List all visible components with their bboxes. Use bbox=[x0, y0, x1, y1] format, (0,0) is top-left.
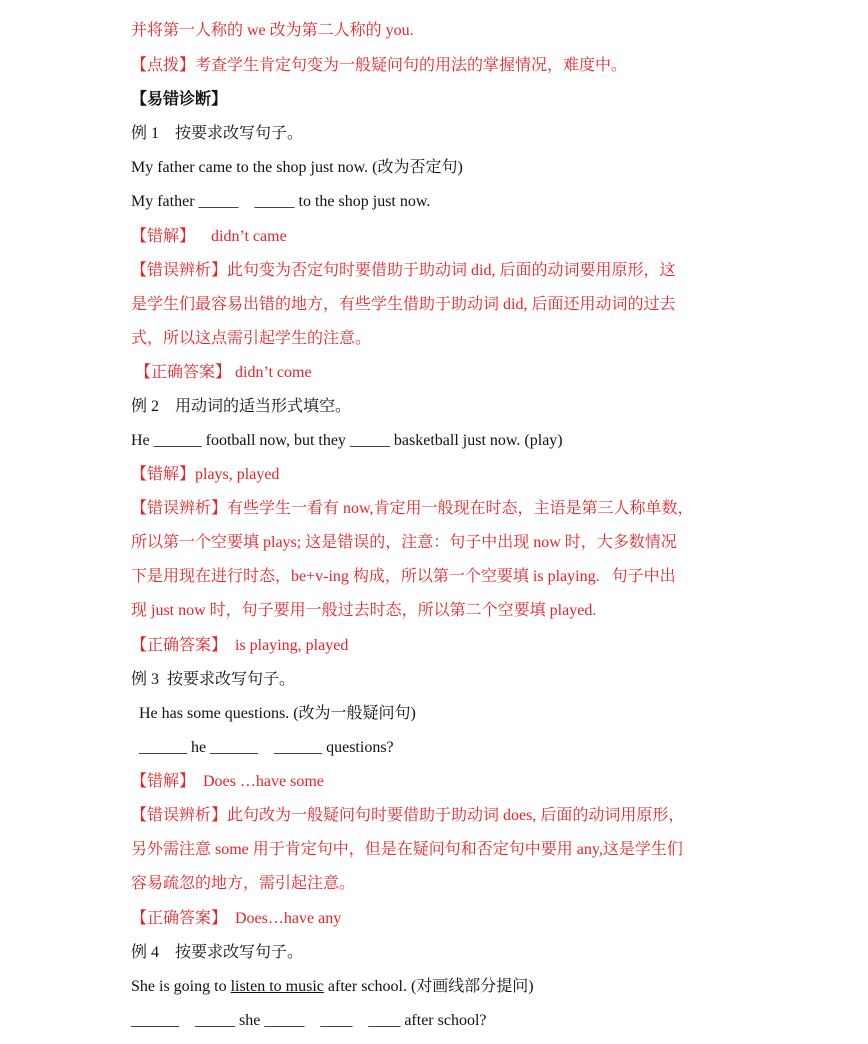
analysis-line: 【错误辨析】此句变为否定句时要借助于助动词 did, 后面的动词要用原形，这 bbox=[131, 262, 676, 279]
correct-answer: 【正确答案】 didn’t come bbox=[131, 364, 312, 381]
blank-line: My father _____ _____ to the shop just now. bbox=[131, 193, 431, 210]
question-line: He has some questions. (改为一般疑问句) bbox=[131, 705, 416, 722]
analysis-line: 现 just now 时，句子要用一般过去时态，所以第二个空要填 played. bbox=[131, 602, 597, 619]
analysis-line: 下是用现在进行时态，be+v-ing 构成，所以第一个空要填 is playing. 句子中出 bbox=[131, 568, 676, 585]
text-before: She is going to bbox=[131, 978, 231, 995]
example-title: 例 1 按要求改写句子。 bbox=[131, 125, 304, 142]
example-title: 例 3 按要求改写句子。 bbox=[131, 671, 296, 688]
question-line: My father came to the shop just now. (改为否定句) bbox=[131, 159, 463, 176]
analysis-line: 所以第一个空要填 plays; 这是错误的，注意：句子中出现 now 时，大多数情况 bbox=[131, 534, 677, 551]
analysis-line: 式，所以这点需引起学生的注意。 bbox=[131, 330, 372, 347]
tip-line: 【点拨】考查学生肯定句变为一般疑问句的用法的掌握情况，难度中。 bbox=[131, 57, 628, 74]
analysis-line: 另外需注意 some 用于肯定句中，但是在疑问句和否定句中要用 any,这是学生们 bbox=[131, 841, 683, 858]
wrong-answer: 【错解】 didn’t came bbox=[131, 228, 287, 245]
analysis-line: 【错误辨析】此句改为一般疑问句时要借助于助动词 does, 后面的动词用原形， bbox=[131, 807, 685, 824]
analysis-line: 容易疏忽的地方，需引起注意。 bbox=[131, 875, 356, 892]
blank-line: ______ _____ she _____ ____ ____ after school? bbox=[131, 1012, 487, 1029]
analysis-line: 【错误辨析】有些学生一看有 now,肯定用一般现在时态，主语是第三人称单数， bbox=[131, 500, 694, 517]
underlined-phrase: listen to music bbox=[230, 978, 324, 995]
question-line: He ______ football now, but they _____ basketball just now. (play) bbox=[131, 432, 563, 449]
text-after: after school. (对画线部分提问) bbox=[323, 978, 534, 995]
example-title: 例 4 按要求改写句子。 bbox=[131, 944, 304, 961]
wrong-answer: 【错解】 Does …have some bbox=[131, 773, 324, 790]
analysis-line: 是学生们最容易出错的地方，有些学生借助于助动词 did, 后面还用动词的过去 bbox=[131, 296, 676, 313]
blank-line: ______ he ______ ______ questions? bbox=[131, 739, 394, 756]
correct-answer: 【正确答案】 Does…have any bbox=[131, 910, 342, 927]
example-title: 例 2 用动词的适当形式填空。 bbox=[131, 398, 352, 415]
correct-answer: 【正确答案】 is playing, played bbox=[131, 637, 349, 654]
question-line bbox=[131, 976, 743, 998]
text-line: 并将第一人称的 we 改为第二人称的 you. bbox=[131, 22, 414, 39]
section-heading: 【易错诊断】 bbox=[131, 91, 228, 108]
wrong-answer: 【错解】plays, played bbox=[131, 466, 280, 483]
